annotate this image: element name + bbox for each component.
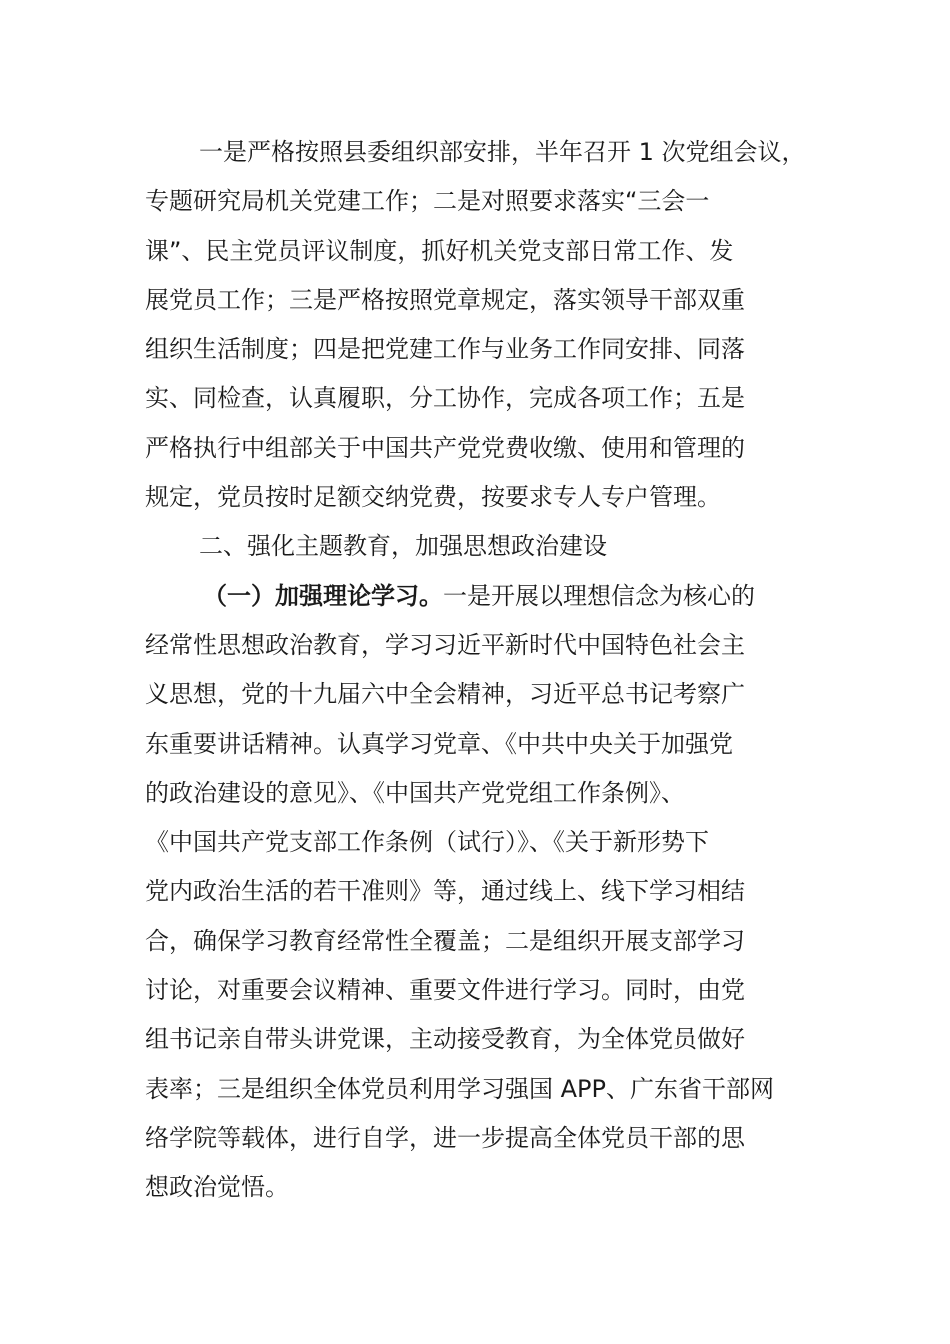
para2-line-6: 《中国共产党支部工作条例（试行）》、《关于新形势下 [145, 828, 709, 857]
para2-lead-rest: 一是开展以理想信念为核心的 [443, 581, 755, 610]
para1-line-1: 一是严格按照县委组织部安排，半年召开 1 次党组会议， [199, 138, 806, 166]
para2-line-10: 组书记亲自带头讲党课，主动接受教育，为全体党员做好 [145, 1025, 745, 1054]
para2-line-11: 表率；三是组织全体党员利用学习强国 APP、广东省干部网 [145, 1074, 774, 1103]
para1-line-3: 课”、民主党员评议制度，抓好机关党支部日常工作、发 [145, 236, 734, 265]
para2-line-1 [145, 572, 825, 621]
document-body [145, 128, 825, 1213]
para2-line-9: 讨论，对重要会议精神、重要文件进行学习。同时，由党 [145, 976, 745, 1005]
para1-line-5: 组织生活制度；四是把党建工作与业务工作同安排、同落 [145, 335, 745, 364]
para1-line-7: 严格执行中组部关于中国共产党党费收缴、使用和管理的 [145, 433, 745, 462]
section-heading: 二、强化主题教育，加强思想政治建设 [199, 532, 607, 561]
para2-line-7: 党内政治生活的若干准则》等，通过线上、线下学习相结 [145, 877, 745, 906]
para1-line-2: 专题研究局机关党建工作；二是对照要求落实“三会一 [145, 187, 710, 216]
para1-line-8: 规定，党员按时足额交纳党费，按要求专人专户管理。 [145, 483, 721, 512]
para1-line-6: 实、同检查，认真履职，分工协作，完成各项工作；五是 [145, 384, 745, 413]
para2-line-4: 东重要讲话精神。认真学习党章、《中共中央关于加强党 [145, 729, 733, 758]
para2-line-13: 想政治觉悟。 [145, 1173, 289, 1202]
para2-line-5: 的政治建设的意见》、《中国共产党党组工作条例》、 [145, 778, 685, 807]
para2-lead-bold: （一）加强理论学习。 [203, 581, 443, 610]
para2-line-3: 义思想，党的十九届六中全会精神，习近平总书记考察广 [145, 680, 745, 709]
para1-line-4: 展党员工作；三是严格按照党章规定，落实领导干部双重 [145, 285, 745, 314]
para2-line-2: 经常性思想政治教育，学习习近平新时代中国特色社会主 [145, 630, 745, 659]
para2-line-12: 络学院等载体，进行自学，进一步提高全体党员干部的思 [145, 1123, 745, 1152]
para2-line-8: 合，确保学习教育经常性全覆盖；二是组织开展支部学习 [145, 926, 745, 955]
